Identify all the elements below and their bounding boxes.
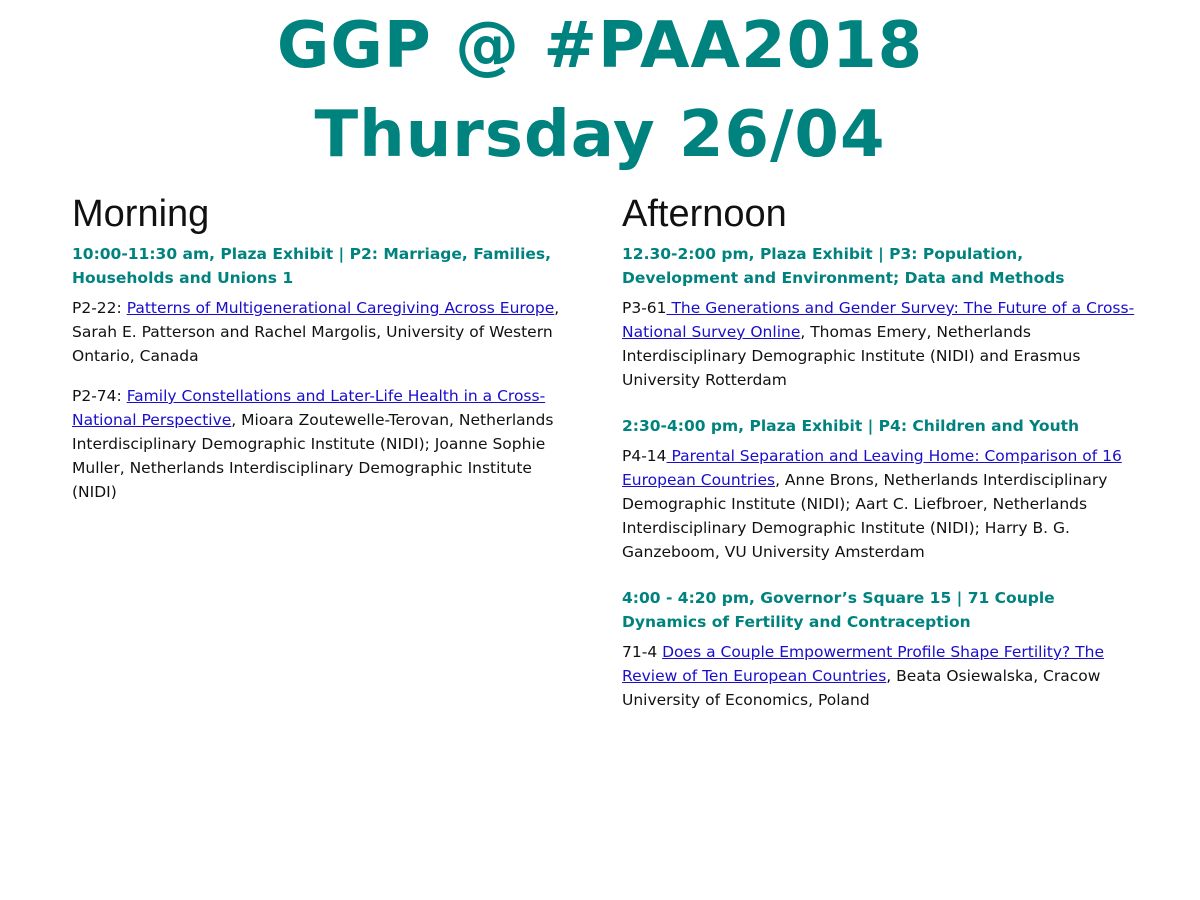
paper-code: P3-61 [622, 299, 667, 317]
paper-title-link[interactable]: The Generations and Gender Survey: The Future of a Cross-National Survey Online [622, 299, 1135, 341]
session-p2 [72, 242, 572, 504]
paper-title-link[interactable]: Parental Separation and Leaving Home: Comparison of 16 European Countries [622, 447, 1122, 489]
paper-code: P2-22: [72, 299, 127, 317]
session-heading: 10:00-11:30 am, Plaza Exhibit | P2: Marriage, Families, Households and Unions 1 [72, 245, 552, 287]
session-p3 [622, 242, 1142, 392]
paper-authors: , Thomas Emery, Netherlands Interdisciplinary Demographic Institute (NIDI) and Erasmus University Rotterdam [622, 323, 1081, 389]
session-heading: 4:00 - 4:20 pm, Governor’s Square 15 | 71 Couple Dynamics of Fertility and Contraception [622, 589, 1055, 631]
morning-heading: Morning [72, 193, 210, 235]
paper-authors: , Sarah E. Patterson and Rachel Margolis, University of Western Ontario, Canada [72, 299, 560, 365]
paper-code: 71-4 [622, 643, 663, 661]
paper-entry [72, 384, 572, 504]
paper-code: P2-74: [72, 387, 127, 405]
page-title-line-1: GGP @ #PAA2018 [276, 9, 924, 83]
page-title-line-2: Thursday 26/04 [314, 98, 886, 172]
paper-authors: , Beata Osiewalska, Cracow University of Economics, Poland [622, 667, 1101, 709]
afternoon-column [622, 188, 1142, 712]
session-heading: 12.30-2:00 pm, Plaza Exhibit | P3: Population, Development and Environment; Data and Methods [622, 245, 1065, 287]
afternoon-heading: Afternoon [622, 193, 787, 235]
paper-title-link[interactable]: Does a Couple Empowerment Profile Shape Fertility? The Review of Ten European Countries [622, 643, 1105, 685]
session-heading: 2:30-4:00 pm, Plaza Exhibit | P4: Children and Youth [622, 417, 1080, 435]
paper-title-link[interactable]: Patterns of Multigenerational Caregiving Across Europe [126, 299, 555, 317]
paper-authors: , Mioara Zoutewelle-Terovan, Netherlands Interdisciplinary Demographic Institute (NIDI); Joanne Sophie Muller, Netherlands Interdisciplinary Demographic Institute (NIDI) [72, 411, 554, 501]
paper-title-link[interactable]: Family Constellations and Later-Life Health in a Cross-National Perspective [72, 387, 546, 429]
paper-entry [622, 640, 1142, 712]
session-71 [622, 586, 1142, 712]
paper-entry [622, 296, 1142, 392]
paper-authors: , Anne Brons, Netherlands Interdisciplinary Demographic Institute (NIDI); Aart C. Liefbroer, Netherlands Interdisciplinary Demographic Institute (NIDI); Harry B. G. Ganzeboom, VU University Amsterdam [622, 471, 1108, 561]
paper-entry [72, 296, 572, 368]
paper-code: P4-14 [622, 447, 667, 465]
session-p4 [622, 414, 1142, 564]
morning-column [72, 188, 572, 504]
paper-entry [622, 444, 1142, 564]
